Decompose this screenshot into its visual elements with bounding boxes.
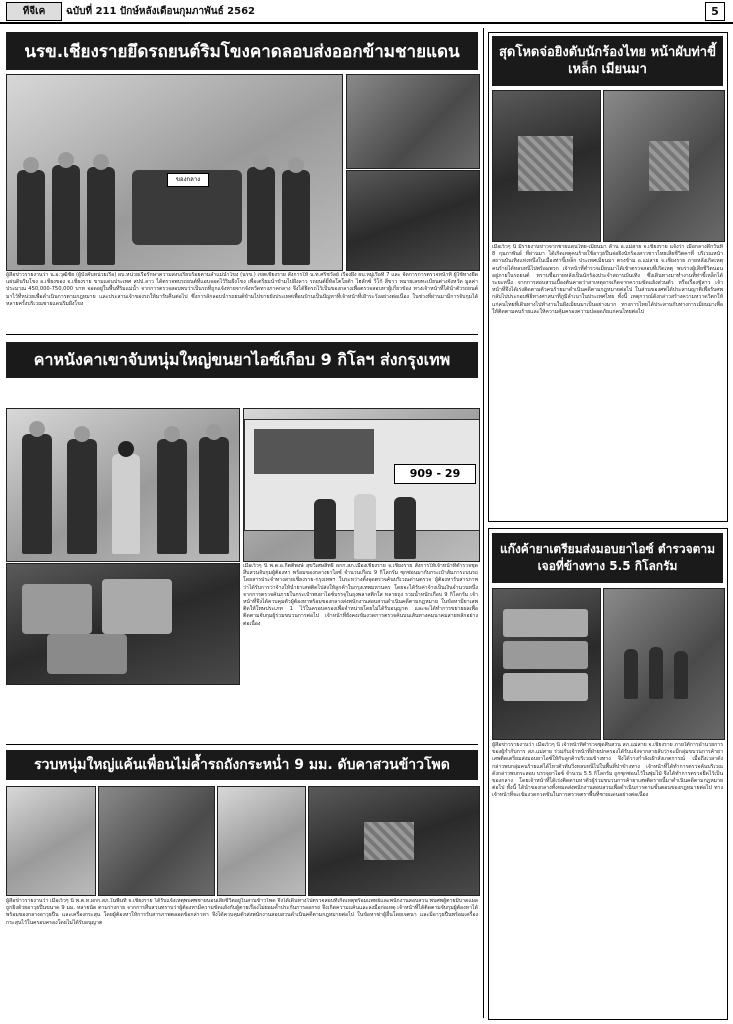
story5-photo-scene bbox=[308, 786, 480, 896]
story2-body: เมื่อเร็วๆ นี้ มีรายงานข่าวจากชายแดนไทย-เมียนมา ด้าน อ.แม่สาย จ.เชียงราย แจ้งว่า เมื่อกลางดึกวันที่ 8 กุมภาพันธ์ ที่ผ่านมา ได้เกิดเหตุคนร้ายใช้อาวุธปืนจ่อยิงนักร้องสาวชาวไทยเสียชีวิตคาที่ บริเวณหน้าสถานบันเทิงแห่งหนึ่งในเมืองท่าขี้เหล็ก ประเทศเมียนมา ตรงข้าม อ.แม่สาย จ.เชียงราย ภายหลังเกิดเหตุคนร้ายได้หลบหนีไปพร้อมพวก เจ้าหน้าที่ตำรวจเมียนมาได้เข้าตรวจสอบที่เกิดเหตุ พบร่างผู้เสียชีวิตนอนอยู่ภายในรถยนต์ ทราบชื่อภายหลังเป็นนักร้องประจำสถานบันเทิง ซึ่งเดินทางมาทำงานที่ท่าขี้เหล็กได้ระยะหนึ่ง จากการสอบสวนเบื้องต้นคาดว่าสาเหตุอาจเกิดจากความขัดแย้งส่วนตัว หรือเรื่องชู้สาว เจ้าหน้าที่จึงได้เร่งติดตามตัวคนร้ายมาดำเนินคดีตามกฎหมายต่อไป ในส่วนของศพได้ประสานญาติเพื่อรับศพกลับไปประกอบพิธีทางศาสนาที่ภูมิลำเนาในประเทศไทย ทั้งนี้ เหตุการณ์ดังกล่าวสร้างความหวาดวิตกให้แก่คนไทยที่เดินทางไปทำงานในฝั่งเมียนมาเป็นอย่างมาก ทางการไทยได้ประสานกับทางการเมียนมาเพื่อให้ติดตามคนร้ายและให้ความคุ้มครองความปลอดภัยแก่คนไทยต่อไป bbox=[492, 244, 723, 315]
story5-headline: รวบหนุ่มใหญ่แค้นเพื่อนไม่ค้ำรถถังกระหน่ำ 9 มม. ดับคาสวนข้าวโพด bbox=[6, 750, 478, 780]
story2-photo-left bbox=[492, 90, 601, 242]
story1-photo-main bbox=[6, 74, 343, 271]
newspaper-logo: ทีจีเค bbox=[6, 2, 62, 21]
story5-photo-officers bbox=[217, 786, 306, 896]
story4-photo-drugs bbox=[492, 588, 601, 740]
story3-body-continued bbox=[6, 686, 478, 738]
story1-plate: ของกลาง bbox=[167, 173, 209, 187]
story3-headline: คาหนังคาเขาจับหนุ่มใหญ่ขนยาไอซ์เกือบ 9 กิโลฯ ส่งกรุงเทพ bbox=[6, 342, 478, 378]
story3-photo-drugs bbox=[6, 563, 240, 685]
story3-body: เมื่อเร็วๆ นี้ พ.ต.อ.กิตติพงษ์ สุขวิเศษสิทธิ์ ผกก.สภ.เมืองเชียงราย จ.เชียงราย สั่งการให้เจ้าหน้าที่ตำรวจชุดสืบสวนจับกุมผู้ต้องหา พร้อมของกลางยาไอซ์ จำนวนเกือบ 9 กิโลกรัม ซุกซ่อนมากับกระเป๋าสัมภาระบนรถโดยสารประจำทางสายเชียงราย-กรุงเทพฯ ในระหว่างตั้งจุดตรวจค้นบริเวณด่านตรวจ ผู้ต้องหารับสารภาพว่าได้รับการว่าจ้างให้นำยาเสพติดไปส่งให้ลูกค้าในกรุงเทพมหานคร โดยจะได้รับค่าจ้างเป็นเงินจำนวนหนึ่ง จากการตรวจค้นภายในกระเป๋าพบยาไอซ์บรรจุในถุงพลาสติกใส หลายถุง รวมน้ำหนักเกือบ 9 กิโลกรัม เจ้าหน้าที่จึงได้ควบคุมตัวผู้ต้องหาพร้อมของกลางส่งพนักงานสอบสวนดำเนินคดีตามกฎหมาย ในข้อหามียาเสพติดให้โทษประเภท 1 ไว้ในครอบครองเพื่อจำหน่ายโดยไม่ได้รับอนุญาต และจะได้ทำการขยายผลเพื่อติดตามจับกุมผู้ร่วมขบวนการต่อไป เจ้าหน้าที่ยังคงเข้มงวดการตรวจค้นบนเส้นทางคมนาคมสายหลักอย่างต่อเนื่อง bbox=[243, 563, 478, 627]
story2-headline: สุดโหดจ่อยิงดับนักร้องไทย หน้าผับท่าขี้เหล็ก เมียนมา bbox=[492, 36, 723, 86]
story5-photo-phone bbox=[98, 786, 215, 896]
story3-photo-bus bbox=[243, 408, 480, 562]
story5-body: ผู้สื่อข่าวรายงานว่า เมื่อเร็วๆ นี้ พ.ต.ท.ผกก.สภ.ในพื้นที่ จ.เชียงราย ได้รับแจ้งเหตุพบศพชายนอนเสียชีวิตอยู่ในสวนข้าวโพด จึงได้เดินทางไปตรวจสอบที่เกิดเหตุพร้อมแพทย์และพนักงานสอบสวน พบศพผู้ตายมีบาดแผลถูกยิงด้วยอาวุธปืนขนาด 9 มม. หลายนัด ตามร่างกาย จากการสืบสวนทราบว่าผู้ต้องหามีความขัดแย้งกับผู้ตายเรื่องไม่ยอมค้ำประกันการออกรถ จึงเกิดความแค้นและลงมือก่อเหตุ เจ้าหน้าที่ได้ติดตามจับกุมผู้ต้องหาได้พร้อมของกลางอาวุธปืน และเครื่องกระสุน โดยผู้ต้องหาให้การรับสารภาพตลอดข้อกล่าวหา จึงได้ควบคุมตัวส่งพนักงานสอบสวนดำเนินคดีตามกฎหมายต่อไป ในข้อหาฆ่าผู้อื่นโดยเจตนา และมีอาวุธปืนพร้อมเครื่องกระสุนไว้ในครอบครองโดยไม่ได้รับอนุญาต bbox=[6, 898, 478, 926]
story4-body: ผู้สื่อข่าวรายงานว่า เมื่อเร็วๆ นี้ เจ้าหน้าที่ตำรวจชุดสืบสวน สภ.แม่สาย จ.เชียงราย ภายใต้การอำนวยการของผู้กำกับการ สภ.แม่สาย ร่วมกับเจ้าหน้าที่ฝ่ายปกครองได้รับแจ้งจากสายลับว่าจะมีกลุ่มขบวนการค้ายาเสพติดเตรียมส่งมอบยาไอซ์ให้กับลูกค้าบริเวณข้างทาง จึงได้วางกำลังเฝ้าสังเกตการณ์ เมื่อถึงเวลาดังกล่าวพบกลุ่มคนร้ายแต่ได้ไหวตัวทันวิ่งหลบหนีไปในพื้นที่ป่าข้างทาง เจ้าหน้าที่ได้ทำการตรวจค้นบริเวณดังกล่าวพบกระสอบ บรรจุยาไอซ์ จำนวน 5.5 กิโลกรัม ถูกซุกซ่อนไว้ในพุ่มไม้ จึงได้ทำการตรวจยึดไว้เป็นของกลาง โดยเจ้าหน้าที่ได้เร่งติดตามหาตัวผู้ร่วมขบวนการค้ายาเสพติดรายนี้มาดำเนินคดีตามกฎหมายต่อไป ทั้งนี้ ได้นำของกลางทั้งหมดส่งพนักงานสอบสวนเพื่อดำเนินการตามขั้นตอนของกฎหมายต่อไป ทางเจ้าหน้าที่จะเข้มงวดกวดขันในการตรวจตราพื้นที่ชายแดนอย่างต่อเนื่อง bbox=[492, 742, 723, 799]
story-divider bbox=[6, 744, 478, 745]
story1-headline: นรข.เชียงรายยึดรถยนต์ริมโขงคาดลอบส่งออกข้ามชายแดน bbox=[6, 32, 478, 70]
story5-photo-suspect bbox=[6, 786, 96, 896]
story3-photo-arrest bbox=[6, 408, 240, 562]
story2-photo-right bbox=[603, 90, 725, 242]
page-header bbox=[0, 0, 733, 24]
bus-number: 909 - 29 bbox=[394, 464, 476, 484]
story4-headline: แก๊งค้ายาเตรียมส่งมอบยาไอซ์ ตำรวจตามเจอที่ข้างทาง 5.5 กิโลกรัม bbox=[492, 533, 723, 583]
story1-photo-top-right bbox=[346, 74, 480, 169]
story1-body: ผู้สื่อข่าวรายงานว่า น.อ.วุฒิชัย (ผู้บังคับหน่วยเรือ) ผบ.หน่วยเรือรักษาความสงบเรียบร้อยตามลำแม่น้ำโขง (นรข.) เขตเชียงราย สั่งการให้ น.ท.ศรีชวัลย์ เรืองผึ้ง ผบ.หมู่เรือที่ 7 และ จัดการการตรวจหน้าที่ ผู้ใช้ทางยึดแผ่นดินริมโขง อ.เชียงของ จ.เชียงราย ขามแดนประเทศ สปป.ลาว ได้ตรวจพบรถยนต์ที่แอบจอดไว้ริมฝั่งโขง เพื่อเตรียมนำข้ามไปฝั่งลาว รถยนต์ยี่ห้อโตโยต้า ไฮลักซ์ วีโก้ สีขาว หมายเลขทะเบียนต่างจังหวัด มูลค่าประมาณ 450,000-750,000 บาท จอดอยู่ในพื้นที่ริมแม่น้ำ จากการตรวจสอบพบว่าเป็นรถที่ถูกแจ้งหายจากจังหวัดทางภาคกลาง จึงได้ยึดรถไว้เป็นของกลางเพื่อตรวจสอบหาผู้เกี่ยวข้อง ทางเจ้าหน้าที่ได้นำตัวรถยนต์มาไว้ที่หน่วยเพื่อดำเนินการตามกฎหมาย และประสานเจ้าของรถให้มารับคืนต่อไป ซึ่งการลักลอบนำรถยนต์ข้ามไปขายยังประเทศเพื่อนบ้านเป็นปัญหาที่เจ้าหน้าที่เฝ้าระวังอย่างต่อเนื่อง ในช่วงที่ผ่านมามีการจับกุมได้หลายครั้งบริเวณชายแดนริมฝั่งโขง bbox=[6, 272, 478, 307]
story4-photo-roadside bbox=[603, 588, 725, 740]
story-divider bbox=[6, 334, 478, 335]
issue-line: ฉบับที่ 211 ปักษ์หลังเดือนกุมภาพันธ์ 2562 bbox=[66, 6, 255, 17]
column-divider bbox=[483, 28, 484, 1018]
page-number: 5 bbox=[705, 2, 725, 21]
story1-photo-bottom-right bbox=[346, 170, 480, 271]
